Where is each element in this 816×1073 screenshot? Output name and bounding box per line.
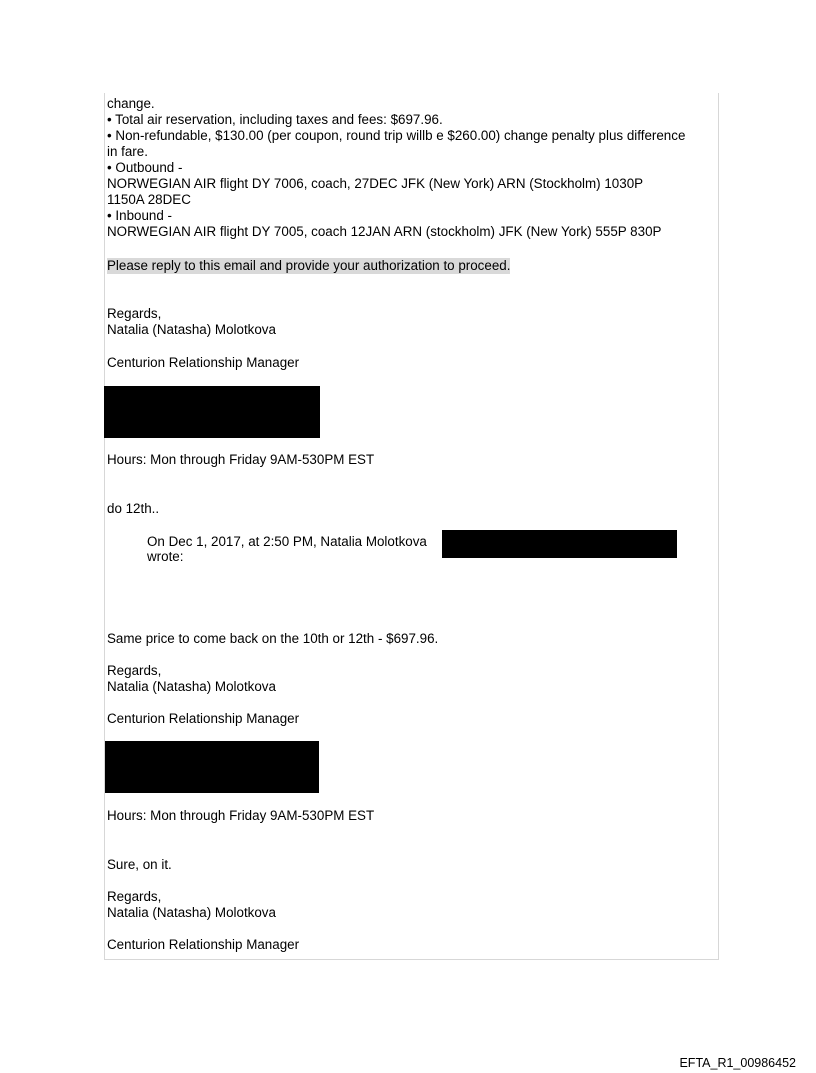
redaction-block	[105, 741, 319, 793]
authorization-request: Please reply to this email and provide your authorization to proceed.	[107, 258, 511, 273]
body-line: NORWEGIAN AIR flight DY 7005, coach 12JAN ARN (stockholm) JFK (New York) 555P 830P	[107, 224, 662, 239]
price-message: Same price to come back on the 10th or 12th - $697.96.	[107, 631, 439, 646]
signature-name: Natalia (Natasha) Molotkova	[107, 905, 276, 920]
signature-hours: Hours: Mon through Friday 9AM-530PM EST	[107, 808, 375, 823]
signature-title: Centurion Relationship Manager	[107, 937, 300, 952]
body-line: NORWEGIAN AIR flight DY 7006, coach, 27DEC JFK (New York) ARN (Stockholm) 1030P	[107, 176, 644, 191]
signature-title: Centurion Relationship Manager	[107, 355, 300, 370]
signature-regards: Regards,	[107, 306, 162, 321]
body-line: • Inbound -	[107, 208, 172, 223]
short-reply-text: Sure, on it.	[107, 857, 172, 872]
signature-hours: Hours: Mon through Friday 9AM-530PM EST	[107, 452, 375, 467]
reply-text: do 12th..	[107, 501, 160, 516]
body-line: • Outbound -	[107, 160, 183, 175]
redaction-block	[104, 386, 320, 438]
signature-regards: Regards,	[107, 663, 162, 678]
body-line: • Non-refundable, $130.00 (per coupon, round trip willb e $260.00) change penalty plus difference	[107, 128, 686, 143]
body-line: 1150A 28DEC	[107, 192, 191, 207]
document-id: EFTA_R1_00986452	[679, 1056, 796, 1070]
body-line: in fare.	[107, 144, 148, 159]
signature-name: Natalia (Natasha) Molotkova	[107, 679, 276, 694]
quoted-header-wrote: wrote:	[147, 549, 184, 564]
quoted-header-line: On Dec 1, 2017, at 2:50 PM, Natalia Molotkova	[147, 534, 427, 549]
signature-regards: Regards,	[107, 889, 162, 904]
body-line: change.	[107, 96, 155, 111]
redaction-block	[442, 530, 677, 558]
signature-name: Natalia (Natasha) Molotkova	[107, 322, 276, 337]
signature-title: Centurion Relationship Manager	[107, 711, 300, 726]
body-line: • Total air reservation, including taxes and fees: $697.96.	[107, 112, 443, 127]
